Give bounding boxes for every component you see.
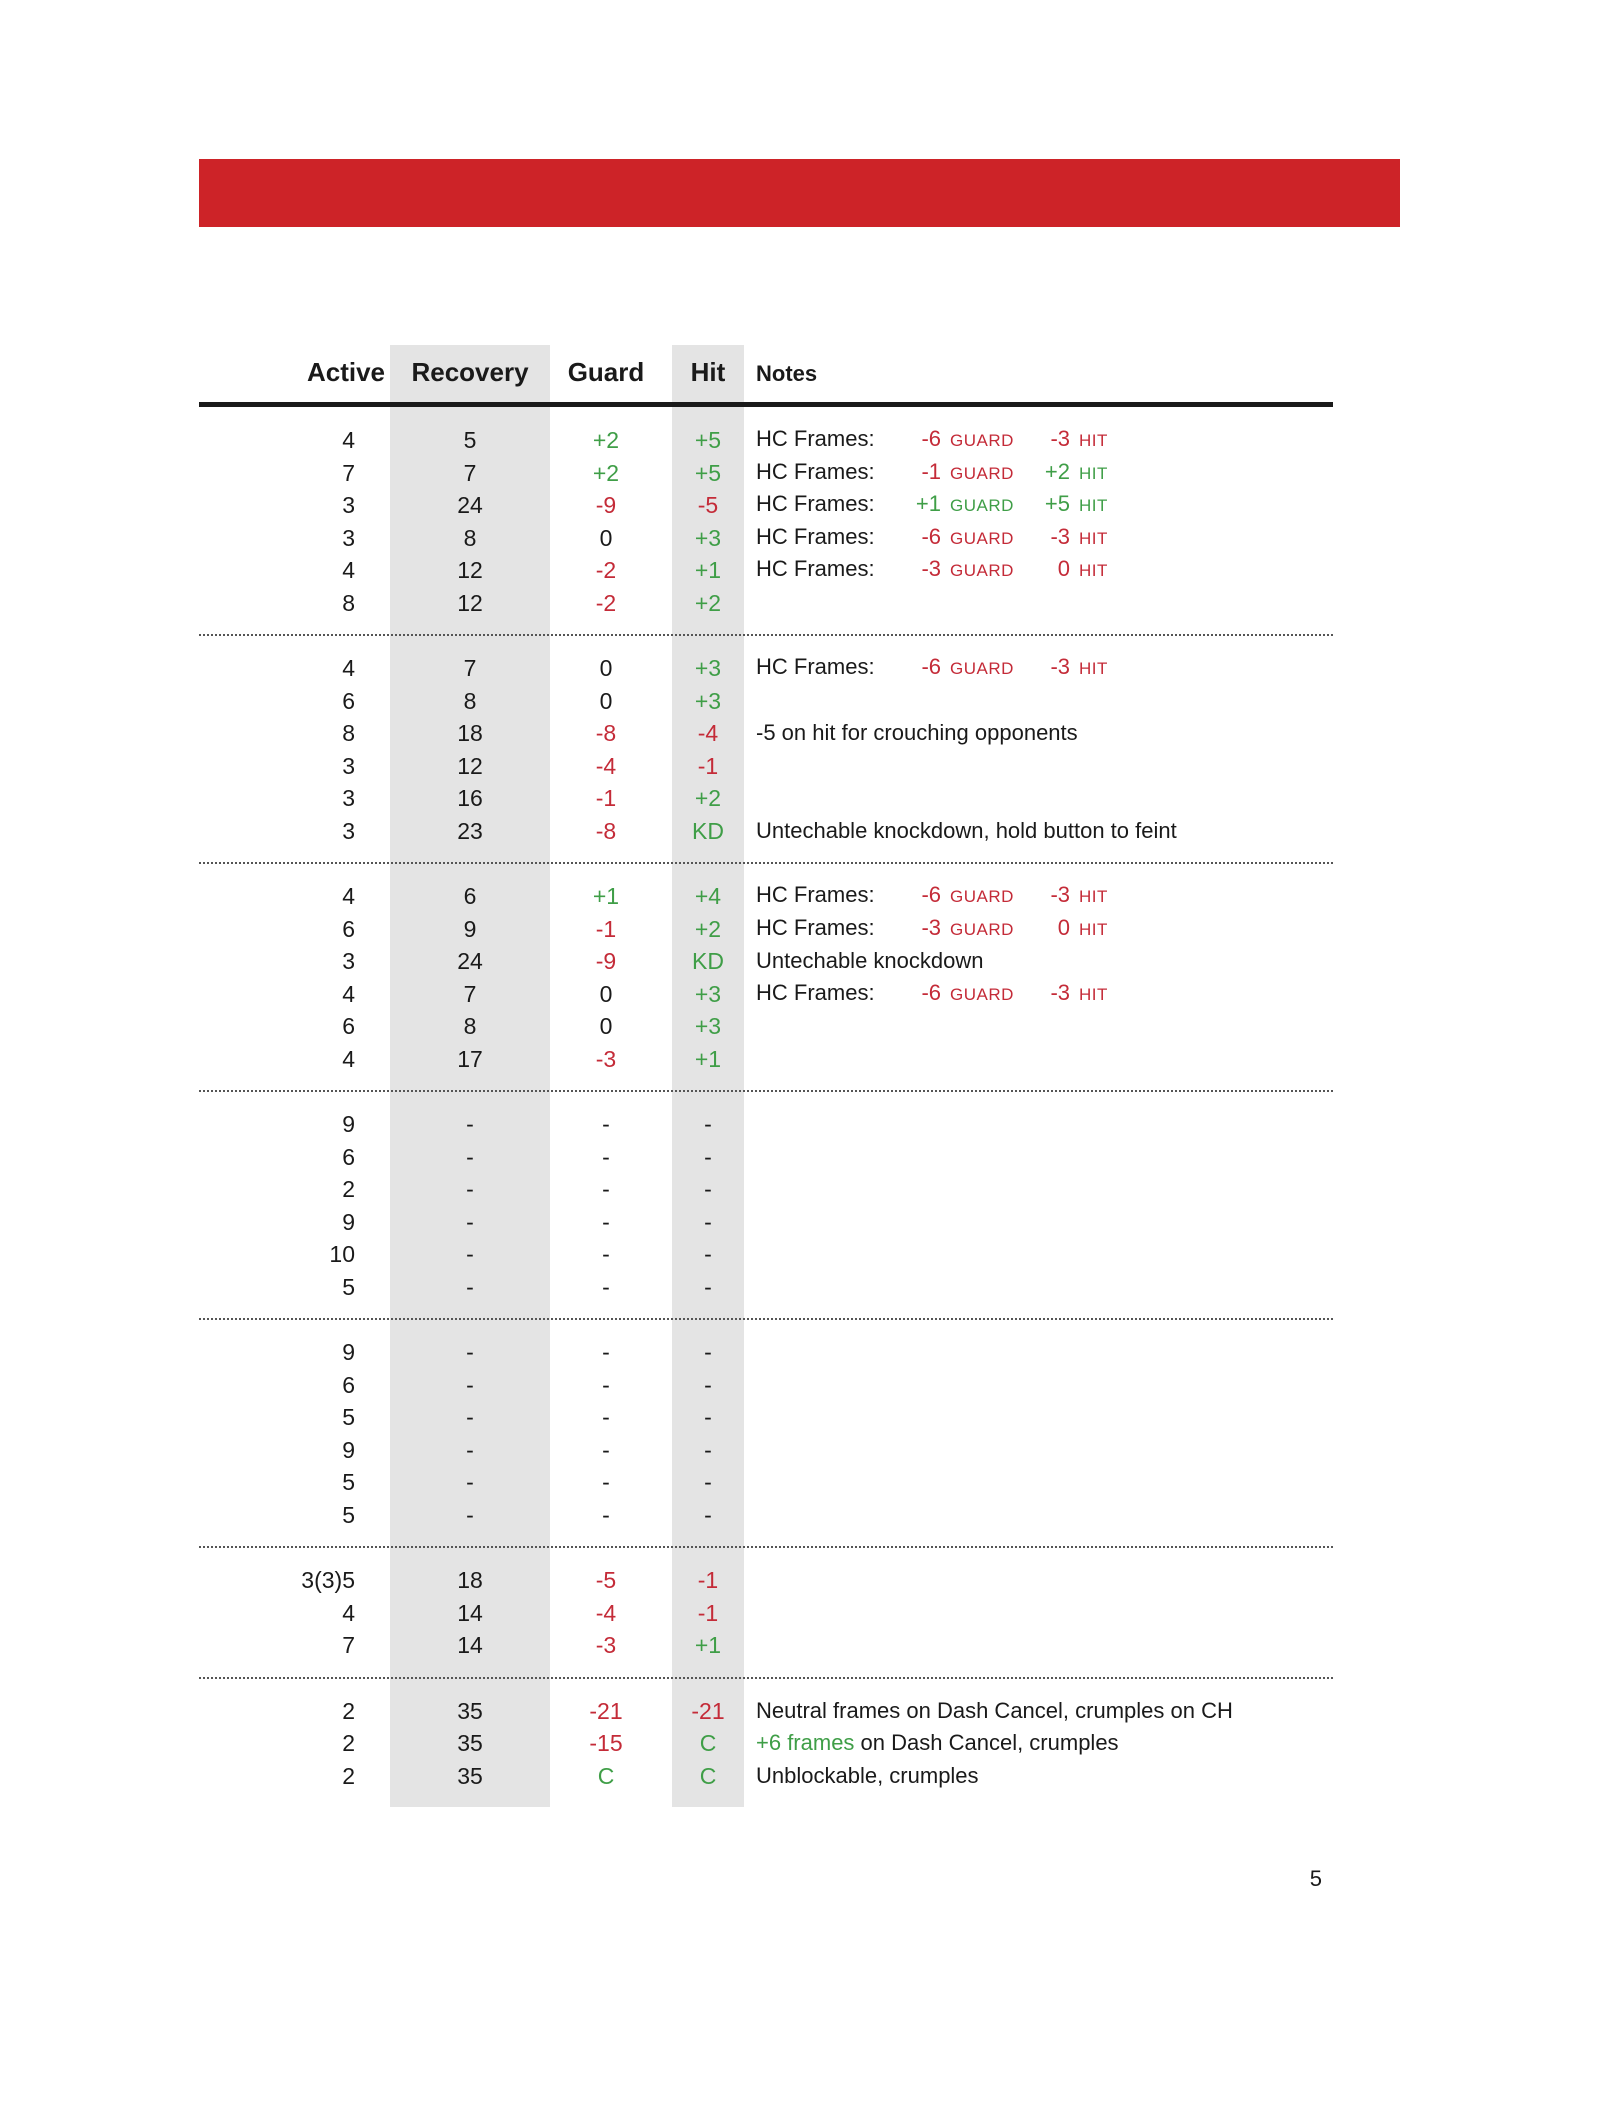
- hc-guard-label: GUARD: [950, 528, 1014, 548]
- hc-hit-label: HIT: [1079, 887, 1108, 906]
- cell-recovery: 8: [463, 687, 477, 714]
- cell-guard: -2: [595, 589, 617, 616]
- hc-hit-label: HIT: [1079, 431, 1108, 450]
- cell-guard: -9: [595, 948, 617, 974]
- cell-hit: +5: [694, 459, 722, 486]
- hc-hit-value: +5: [1044, 491, 1070, 516]
- cell-guard: -: [602, 1371, 610, 1398]
- hc-guard-value: -6: [921, 654, 941, 679]
- note-text: Neutral frames on Dash Cancel, crumples on CH: [756, 1697, 1233, 1723]
- cell-notes: [756, 815, 1333, 848]
- cell-notes: [756, 717, 1333, 750]
- hc-guard-value: -6: [921, 882, 941, 907]
- cell-guard: -: [602, 1436, 610, 1463]
- cell-hit: -1: [697, 1599, 719, 1626]
- cell-hit: +3: [694, 980, 722, 1007]
- hc-hit-value: 0: [1057, 914, 1070, 940]
- table-row: [199, 1629, 1333, 1662]
- hc-frames-note: [756, 879, 1333, 914]
- cell-active: 2: [342, 1730, 355, 1756]
- cell-active: 6: [342, 1013, 355, 1039]
- cell-hit: +2: [694, 785, 722, 811]
- cell-active: 4: [342, 1599, 355, 1626]
- table-row: [199, 750, 1333, 783]
- cell-notes: [756, 456, 1333, 491]
- table-row: [199, 489, 1333, 522]
- cell-recovery: 14: [457, 1599, 483, 1626]
- cell-guard: +1: [592, 883, 620, 909]
- cell-recovery: -: [466, 1404, 474, 1430]
- hc-guard-value: +1: [915, 491, 941, 516]
- hc-hit-value: -3: [1050, 882, 1070, 907]
- cell-active: 6: [342, 915, 355, 942]
- cell-recovery: 12: [457, 589, 483, 616]
- cell-active: 5: [342, 1469, 355, 1495]
- cell-recovery: 7: [463, 980, 477, 1007]
- cell-guard: -: [602, 1469, 610, 1495]
- cell-recovery: 35: [457, 1730, 483, 1756]
- hc-hit-value: -3: [1050, 979, 1070, 1005]
- cell-guard: 0: [599, 687, 613, 714]
- cell-recovery: 35: [457, 1697, 483, 1724]
- cell-guard: -1: [595, 915, 617, 942]
- cell-recovery: -: [466, 1241, 474, 1267]
- hc-hit-label: HIT: [1079, 463, 1108, 483]
- table-row: [199, 1173, 1333, 1206]
- cell-guard: -3: [595, 1632, 617, 1658]
- cell-notes: [756, 423, 1333, 458]
- hc-hit-value: -3: [1050, 654, 1070, 679]
- hc-hit-label: HIT: [1079, 561, 1108, 580]
- table-row: [199, 1271, 1333, 1304]
- hc-guard-label: GUARD: [950, 496, 1014, 515]
- cell-hit: +1: [694, 1632, 722, 1658]
- cell-guard: -8: [595, 720, 617, 746]
- table-row: [199, 782, 1333, 815]
- cell-recovery: 12: [457, 557, 483, 583]
- cell-hit: -: [704, 1176, 712, 1202]
- cell-recovery: 17: [457, 1045, 483, 1072]
- cell-guard: -4: [595, 752, 617, 779]
- cell-recovery: 8: [463, 524, 477, 551]
- cell-active: 8: [342, 589, 355, 616]
- cell-recovery: -: [466, 1339, 474, 1365]
- hc-frames-label: HC Frames:: [756, 654, 875, 679]
- table-row: [199, 978, 1333, 1011]
- cell-guard: 0: [599, 1013, 613, 1039]
- cell-active: 3: [342, 785, 355, 811]
- cell-hit: +2: [694, 589, 722, 616]
- column-header-guard: Guard: [567, 357, 645, 387]
- hc-hit-label: HIT: [1079, 659, 1108, 678]
- cell-notes: [756, 1760, 1333, 1793]
- cell-active: 3: [342, 752, 355, 779]
- note-text: Unblockable, crumples: [756, 1762, 979, 1788]
- cell-recovery: -: [466, 1371, 474, 1398]
- cell-active: 10: [329, 1241, 355, 1267]
- cell-hit: +2: [694, 915, 722, 942]
- table-row: [199, 717, 1333, 750]
- cell-notes: [756, 945, 1333, 978]
- cell-active: 4: [342, 1045, 355, 1072]
- cell-recovery: 14: [457, 1632, 483, 1658]
- cell-active: 4: [342, 557, 355, 583]
- cell-guard: -9: [595, 492, 617, 518]
- cell-active: 9: [342, 1436, 355, 1463]
- move-block: [199, 1548, 1333, 1677]
- cell-notes: [756, 651, 1333, 686]
- table-row: [199, 1564, 1333, 1597]
- cell-guard: -: [602, 1241, 610, 1267]
- cell-recovery: 6: [463, 883, 477, 909]
- hc-hit-value: -3: [1050, 426, 1070, 451]
- cell-guard: -21: [589, 1697, 623, 1724]
- table-row: [199, 1597, 1333, 1630]
- cell-active: 2: [342, 1762, 355, 1789]
- cell-hit: -: [704, 1273, 712, 1300]
- cell-guard: 0: [599, 980, 613, 1007]
- cell-guard: 0: [599, 524, 613, 551]
- table-row: [199, 1010, 1333, 1043]
- hc-guard-value: -3: [921, 914, 941, 940]
- hc-guard-label: GUARD: [950, 887, 1014, 906]
- cell-hit: -4: [697, 720, 719, 746]
- frame-data-table: [199, 345, 1333, 1807]
- hc-frames-label: HC Frames:: [756, 556, 875, 581]
- move-block: [199, 1320, 1333, 1546]
- cell-hit: -: [704, 1404, 712, 1430]
- table-body: [199, 407, 1333, 1807]
- cell-hit: +3: [694, 524, 722, 551]
- cell-recovery: -: [466, 1436, 474, 1463]
- cell-guard: -5: [595, 1567, 617, 1593]
- hc-guard-value: -6: [921, 979, 941, 1005]
- cell-recovery: -: [466, 1469, 474, 1495]
- cell-active: 4: [342, 655, 355, 681]
- hc-frames-label: HC Frames:: [756, 426, 875, 451]
- cell-hit: +1: [694, 557, 722, 583]
- move-block: [199, 1092, 1333, 1318]
- page-number: 5: [1309, 1866, 1322, 1891]
- cell-guard: -1: [595, 785, 617, 811]
- cell-hit: +3: [694, 687, 722, 714]
- table-row: [199, 1043, 1333, 1076]
- table-row: [199, 1336, 1333, 1369]
- cell-recovery: 24: [457, 948, 483, 974]
- table-row: [199, 424, 1333, 457]
- column-header-hit: Hit: [690, 357, 726, 387]
- cell-hit: -: [704, 1371, 712, 1398]
- hc-hit-label: HIT: [1079, 984, 1108, 1004]
- hc-guard-label: GUARD: [950, 984, 1014, 1004]
- cell-active: 9: [342, 1111, 355, 1137]
- cell-recovery: 7: [463, 655, 477, 681]
- cell-hit: -: [704, 1436, 712, 1463]
- cell-active: 6: [342, 687, 355, 714]
- table-row: [199, 1206, 1333, 1239]
- cell-hit: C: [699, 1730, 717, 1756]
- cell-recovery: -: [466, 1501, 474, 1528]
- table-row: [199, 587, 1333, 620]
- cell-recovery: -: [466, 1111, 474, 1137]
- hc-hit-value: 0: [1057, 556, 1070, 581]
- cell-active: 3: [342, 817, 355, 844]
- cell-hit: -: [704, 1241, 712, 1267]
- cell-notes: [756, 879, 1333, 914]
- table-row: [199, 880, 1333, 913]
- cell-recovery: -: [466, 1208, 474, 1235]
- hc-guard-label: GUARD: [950, 919, 1014, 939]
- hc-frames-label: HC Frames:: [756, 914, 875, 940]
- cell-hit: +1: [694, 1045, 722, 1072]
- note-text: Untechable knockdown, hold button to feint: [756, 817, 1177, 843]
- move-block: [199, 1679, 1333, 1808]
- cell-hit: KD: [692, 948, 724, 974]
- table-row: [199, 457, 1333, 490]
- cell-guard: -3: [595, 1045, 617, 1072]
- cell-active: 3: [342, 524, 355, 551]
- hc-guard-value: -6: [921, 426, 941, 451]
- cell-recovery: 35: [457, 1762, 483, 1789]
- cell-guard: 0: [599, 655, 613, 681]
- move-block: [199, 636, 1333, 862]
- hc-frames-note: [756, 521, 1333, 556]
- cell-notes: [756, 1695, 1333, 1728]
- hc-guard-label: GUARD: [950, 431, 1014, 450]
- cell-hit: -: [704, 1501, 712, 1528]
- cell-active: 4: [342, 980, 355, 1007]
- table-row: [199, 815, 1333, 848]
- cell-active: 7: [342, 459, 355, 486]
- cell-guard: -: [602, 1501, 610, 1528]
- column-header-notes: Notes: [756, 361, 818, 386]
- table-row: [199, 522, 1333, 555]
- cell-active: 7: [342, 1632, 355, 1658]
- hc-guard-value: -1: [921, 458, 941, 484]
- cell-hit: -21: [691, 1697, 725, 1724]
- table-row: [199, 1108, 1333, 1141]
- cell-hit: -1: [697, 752, 719, 779]
- hc-frames-label: HC Frames:: [756, 979, 875, 1005]
- table-row: [199, 1760, 1333, 1793]
- cell-hit: +5: [694, 427, 722, 453]
- cell-hit: -1: [697, 1567, 719, 1593]
- cell-notes: [756, 488, 1333, 523]
- cell-active: 5: [342, 1501, 355, 1528]
- cell-active: 2: [342, 1176, 355, 1202]
- hc-frames-label: HC Frames:: [756, 491, 875, 516]
- cell-recovery: 24: [457, 492, 483, 518]
- move-block: [199, 864, 1333, 1090]
- cell-guard: -: [602, 1404, 610, 1430]
- hc-frames-label: HC Frames:: [756, 882, 875, 907]
- cell-hit: -: [704, 1469, 712, 1495]
- cell-recovery: 9: [463, 915, 477, 942]
- table-row: [199, 1434, 1333, 1467]
- table-row: [199, 1727, 1333, 1760]
- cell-guard: +2: [592, 459, 620, 486]
- cell-active: 6: [342, 1371, 355, 1398]
- hc-guard-label: GUARD: [950, 561, 1014, 580]
- cell-guard: -8: [595, 817, 617, 844]
- cell-notes: [756, 977, 1333, 1012]
- cell-hit: +3: [694, 655, 722, 681]
- cell-guard: -4: [595, 1599, 617, 1626]
- cell-guard: C: [597, 1762, 615, 1789]
- hc-guard-label: GUARD: [950, 659, 1014, 678]
- table-row: [199, 1238, 1333, 1271]
- cell-guard: -: [602, 1111, 610, 1137]
- cell-recovery: 16: [457, 785, 483, 811]
- table-row: [199, 913, 1333, 946]
- table-row: [199, 554, 1333, 587]
- cell-guard: -: [602, 1208, 610, 1235]
- table-row: [199, 1466, 1333, 1499]
- cell-hit: +4: [694, 883, 722, 909]
- table-row: [199, 685, 1333, 718]
- hc-guard-value: -3: [921, 556, 941, 581]
- hc-frames-note: [756, 423, 1333, 458]
- table-row: [199, 1401, 1333, 1434]
- table-row: [199, 652, 1333, 685]
- cell-recovery: -: [466, 1176, 474, 1202]
- hc-frames-note: [756, 553, 1333, 588]
- hc-frames-label: HC Frames:: [756, 458, 875, 484]
- cell-guard: -: [602, 1143, 610, 1170]
- cell-hit: C: [699, 1762, 717, 1789]
- cell-recovery: 5: [463, 427, 477, 453]
- cell-active: 9: [342, 1208, 355, 1235]
- cell-hit: -: [704, 1143, 712, 1170]
- cell-active: 3: [342, 948, 355, 974]
- table-row: [199, 1141, 1333, 1174]
- table-row: [199, 945, 1333, 978]
- header-banner: [199, 159, 1400, 227]
- note-text: -5 on hit for crouching opponents: [756, 720, 1078, 745]
- cell-notes: [756, 912, 1333, 947]
- cell-hit: -: [704, 1339, 712, 1365]
- cell-active: 6: [342, 1143, 355, 1170]
- cell-recovery: 7: [463, 459, 477, 486]
- cell-notes: [756, 1727, 1333, 1760]
- cell-active: 5: [342, 1404, 355, 1430]
- cell-guard: -: [602, 1273, 610, 1300]
- cell-recovery: 18: [457, 720, 483, 746]
- cell-active: 2: [342, 1697, 355, 1724]
- cell-active: 5: [342, 1273, 355, 1300]
- hc-frames-note: [756, 912, 1333, 947]
- hc-frames-note: [756, 977, 1333, 1012]
- cell-recovery: -: [466, 1143, 474, 1170]
- hc-hit-label: HIT: [1079, 496, 1108, 515]
- hc-hit-value: +2: [1044, 458, 1070, 484]
- cell-guard: -2: [595, 557, 617, 583]
- cell-recovery: 18: [457, 1567, 483, 1593]
- cell-notes: [756, 553, 1333, 588]
- cell-recovery: 8: [463, 1013, 477, 1039]
- note-text: on Dash Cancel, crumples: [854, 1730, 1119, 1755]
- cell-guard: -15: [589, 1730, 623, 1756]
- cell-active: 4: [342, 883, 355, 909]
- move-block: [199, 407, 1333, 634]
- table-row: [199, 1369, 1333, 1402]
- cell-recovery: 23: [457, 817, 483, 844]
- note-text: Untechable knockdown: [756, 948, 984, 973]
- hc-hit-label: HIT: [1079, 919, 1108, 939]
- note-text: +6 frames: [756, 1730, 855, 1755]
- cell-notes: [756, 521, 1333, 556]
- hc-hit-label: HIT: [1079, 528, 1108, 548]
- cell-recovery: -: [466, 1273, 474, 1300]
- cell-hit: -: [704, 1208, 712, 1235]
- cell-active: 3(3)5: [301, 1567, 355, 1593]
- cell-active: 8: [342, 720, 355, 746]
- hc-frames-note: [756, 651, 1333, 686]
- cell-guard: -: [602, 1176, 610, 1202]
- cell-guard: -: [602, 1339, 610, 1365]
- hc-guard-value: -6: [921, 523, 941, 549]
- hc-frames-note: [756, 488, 1333, 523]
- cell-hit: +3: [694, 1013, 722, 1039]
- cell-hit: -5: [697, 492, 719, 518]
- table-row: [199, 1695, 1333, 1728]
- hc-guard-label: GUARD: [950, 463, 1014, 483]
- column-header-active: Active: [306, 357, 385, 387]
- hc-hit-value: -3: [1050, 523, 1070, 549]
- table-row: [199, 1499, 1333, 1532]
- cell-guard: +2: [592, 427, 620, 453]
- column-header-recovery: Recovery: [411, 357, 529, 387]
- hc-frames-label: HC Frames:: [756, 523, 875, 549]
- cell-active: 3: [342, 492, 355, 518]
- hc-frames-note: [756, 456, 1333, 491]
- table-header-row: [199, 345, 1333, 402]
- cell-recovery: 12: [457, 752, 483, 779]
- cell-hit: KD: [692, 817, 724, 844]
- cell-active: 4: [342, 427, 355, 453]
- cell-active: 9: [342, 1339, 355, 1365]
- cell-hit: -: [704, 1111, 712, 1137]
